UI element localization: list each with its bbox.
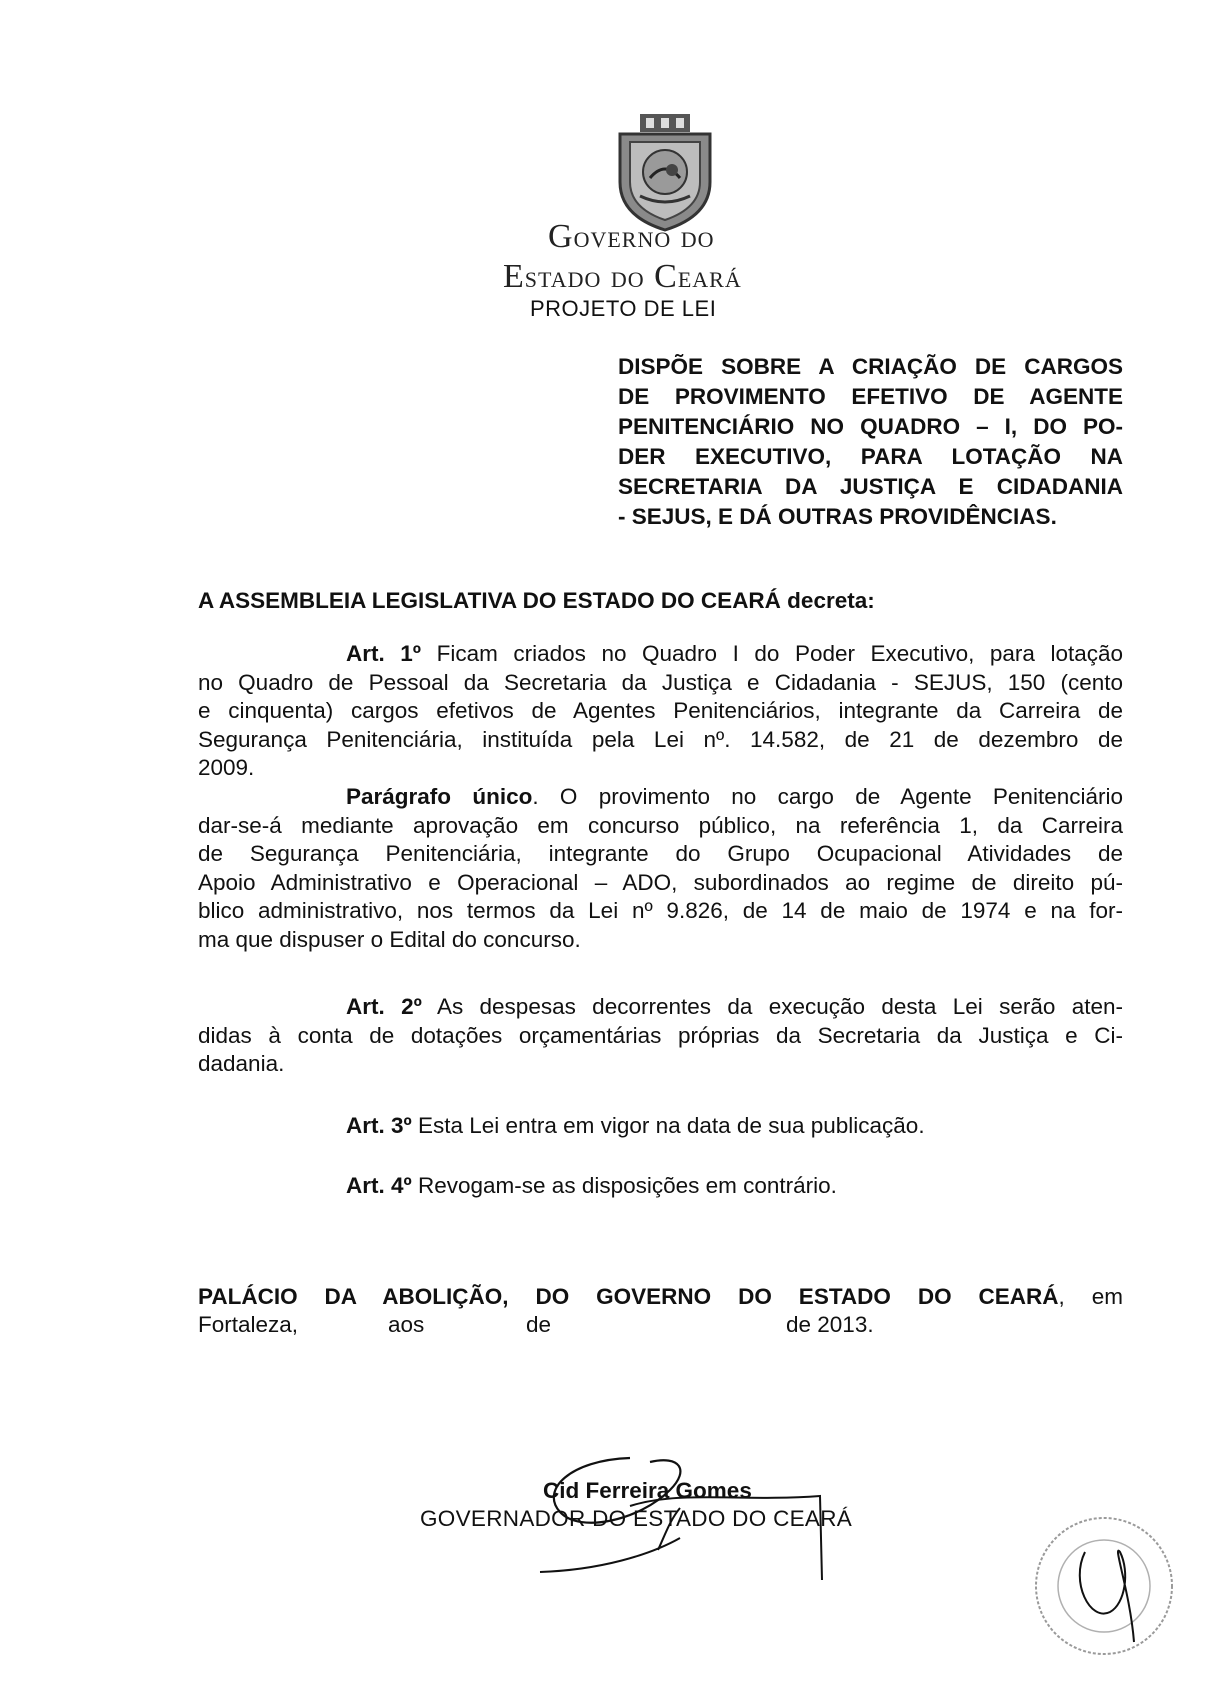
ementa-line: DER EXECUTIVO, PARA LOTAÇÃO NA	[618, 444, 1123, 469]
closing-de: de	[526, 1312, 552, 1337]
article-line: e cinquenta) cargos efetivos de Agentes Penitenciários, integrante da Carreira de	[198, 698, 1123, 724]
official-stamp-icon	[1030, 1512, 1178, 1660]
ementa-line: DISPÕE SOBRE A CRIAÇÃO DE CARGOS	[618, 354, 1123, 379]
article-label: Art. 2º	[346, 994, 422, 1019]
closing-date-line	[198, 1311, 1123, 1339]
closing-city: Fortaleza,	[198, 1312, 299, 1337]
government-name-line1: GOVERNO DO	[548, 218, 715, 255]
article-line: Segurança Penitenciária, instituída pela Lei nº. 14.582, de 21 de dezembro de	[198, 726, 1123, 752]
document-type: PROJETO DE LEI	[530, 296, 717, 321]
article-line: didas à conta de dotações orçamentárias próprias da Secretaria da Justiça e Ci-	[198, 1022, 1123, 1048]
article-line: Art. 4º Revogam-se as disposições em contrário.	[346, 1173, 837, 1198]
article-3	[198, 1112, 1123, 1141]
closing-line: PALÁCIO DA ABOLIÇÃO, DO GOVERNO DO ESTADO DO CEARÁ, em	[198, 1284, 1123, 1309]
closing-year: de 2013.	[786, 1312, 874, 1337]
article-1	[198, 640, 1123, 783]
ementa-line: PENITENCIÁRIO NO QUADRO – I, DO PO-	[618, 414, 1123, 439]
enacting-clause: A ASSEMBLEIA LEGISLATIVA DO ESTADO DO CEARÁ decreta:	[198, 588, 875, 613]
closing-aos: aos	[388, 1312, 425, 1337]
ementa	[618, 352, 1123, 532]
article-line: Apoio Administrativo e Operacional – ADO, subordinados ao regime de direito pú-	[198, 869, 1123, 895]
article-line: 2009.	[198, 755, 255, 781]
paragraph-single	[198, 783, 1123, 955]
article-line: Art. 1º Ficam criados no Quadro I do Poder Executivo, para lotação	[346, 641, 1123, 666]
article-line: Art. 2º As despesas decorrentes da execução desta Lei serão aten-	[346, 994, 1124, 1019]
article-label: Art. 1º	[346, 641, 422, 666]
article-2	[198, 993, 1123, 1079]
ementa-line: - SEJUS, E DÁ OUTRAS PROVIDÊNCIAS.	[618, 504, 1057, 529]
signatory-name: Cid Ferreira Gomes	[543, 1478, 752, 1503]
article-line: no Quadro de Pessoal da Secretaria da Justiça e Cidadania - SEJUS, 150 (cento	[198, 669, 1123, 695]
article-line: de Segurança Penitenciária, integrante do Grupo Ocupacional Atividades de	[198, 841, 1123, 867]
article-line: Parágrafo único. O provimento no cargo de Agente Penitenciário	[346, 784, 1123, 809]
article-4	[198, 1172, 1123, 1201]
article-line: ma que dispuser o Edital do concurso.	[198, 926, 581, 952]
article-line: Art. 3º Esta Lei entra em vigor na data de sua publicação.	[346, 1113, 925, 1138]
article-line: dar-se-á mediante aprovação em concurso público, na referência 1, da Carreira	[198, 812, 1123, 838]
closing-formula	[198, 1283, 1123, 1339]
government-name-line2: ESTADO DO CEARÁ	[503, 258, 742, 295]
ementa-line: SECRETARIA DA JUSTIÇA E CIDADANIA	[618, 474, 1123, 499]
paragraph-label: Parágrafo único	[346, 784, 533, 809]
article-line: dadania.	[198, 1051, 285, 1077]
coat-of-arms-icon	[610, 112, 720, 234]
article-label: Art. 3º	[346, 1113, 412, 1138]
signatory-role: GOVERNADOR DO ESTADO DO CEARÁ	[420, 1506, 853, 1531]
ementa-line: DE PROVIMENTO EFETIVO DE AGENTE	[618, 384, 1123, 409]
article-label: Art. 4º	[346, 1173, 412, 1198]
article-line: blico administrativo, nos termos da Lei nº 9.826, de 14 de maio de 1974 e na for-	[198, 898, 1123, 924]
